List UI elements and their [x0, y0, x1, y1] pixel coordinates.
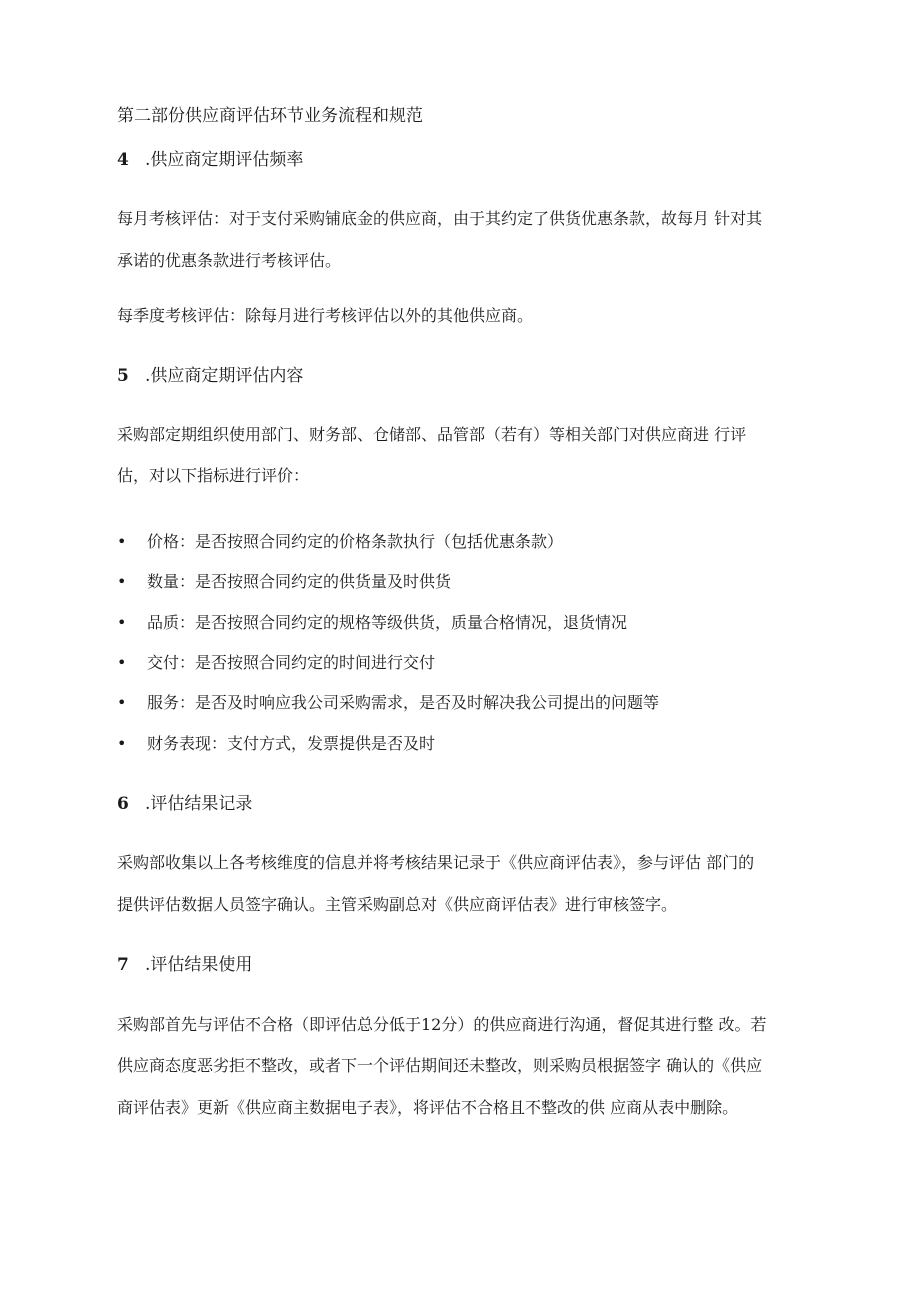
bullet-mark: • — [117, 693, 127, 712]
section-5-heading — [117, 366, 303, 386]
section-4-paragraph-1-line-1: 每月考核评估：对于支付采购铺底金的供应商，由于其约定了供货优惠条款，故每月 针对其 — [117, 209, 763, 228]
section-4-paragraph-1-line-2: 承诺的优惠条款进行考核评估。 — [117, 251, 342, 270]
list-item-text: 数量：是否按照合同约定的供货量及时供货 — [147, 572, 452, 591]
section-5-paragraph-1-line-1: 采购部定期组织使用部门、财务部、仓储部、品管部（若有）等相关部门对供应商进 行评 — [117, 425, 747, 444]
section-6-paragraph-1-line-2: 提供评估数据人员签字确认。主管采购副总对《供应商评估表》进行审核签字。 — [117, 895, 678, 914]
list-item-text: 价格：是否按照合同约定的价格条款执行（包括优惠条款） — [147, 532, 564, 551]
section-4-paragraph-2: 每季度考核评估：除每月进行考核评估以外的其他供应商。 — [117, 306, 534, 325]
section-6-paragraph-1-line-1: 采购部收集以上各考核维度的信息并将考核结果记录于《供应商评估表》，参与评估 部门的 — [117, 853, 755, 872]
section-4-heading — [117, 150, 303, 170]
section-4-title: .供应商定期评估频率 — [145, 150, 304, 170]
section-7-heading — [117, 955, 252, 975]
section-5-title: .供应商定期评估内容 — [145, 366, 304, 386]
section-7-paragraph-1-line-3: 商评估表》更新《供应商主数据电子表》，将评估不合格且不整改的供 应商从表中删除。 — [117, 1098, 739, 1117]
part-title: 第二部份供应商评估环节业务流程和规范 — [117, 106, 423, 126]
section-6-number: 6 — [117, 794, 129, 814]
list-item-text: 交付：是否按照合同约定的时间进行交付 — [147, 653, 436, 672]
list-item-text: 服务：是否及时响应我公司采购需求，是否及时解决我公司提出的问题等 — [147, 693, 660, 712]
section-5-paragraph-1-line-2: 估，对以下指标进行评价： — [117, 466, 310, 485]
bullet-mark: • — [117, 572, 127, 591]
section-4-number: 4 — [117, 150, 129, 170]
bullet-mark: • — [117, 532, 127, 551]
list-item-text: 财务表现：支付方式，发票提供是否及时 — [147, 734, 436, 753]
section-6-heading — [117, 794, 252, 814]
list-item-text: 品质：是否按照合同约定的规格等级供货，质量合格情况，退货情况 — [147, 613, 628, 632]
section-7-paragraph-1-line-2: 供应商态度恶劣拒不整改，或者下一个评估期间还未整改，则采购员根据签字 确认的《供应 — [117, 1056, 763, 1075]
bullet-mark: • — [117, 653, 127, 672]
section-6-title: .评估结果记录 — [145, 794, 253, 814]
bullet-mark: • — [117, 734, 127, 753]
section-7-number: 7 — [117, 955, 129, 975]
section-7-paragraph-1-line-1: 采购部首先与评估不合格（即评估总分低于12分）的供应商进行沟通，督促其进行整 改。若 — [117, 1015, 767, 1034]
section-7-title: .评估结果使用 — [145, 955, 253, 975]
section-5-number: 5 — [117, 366, 129, 386]
bullet-mark: • — [117, 613, 127, 632]
